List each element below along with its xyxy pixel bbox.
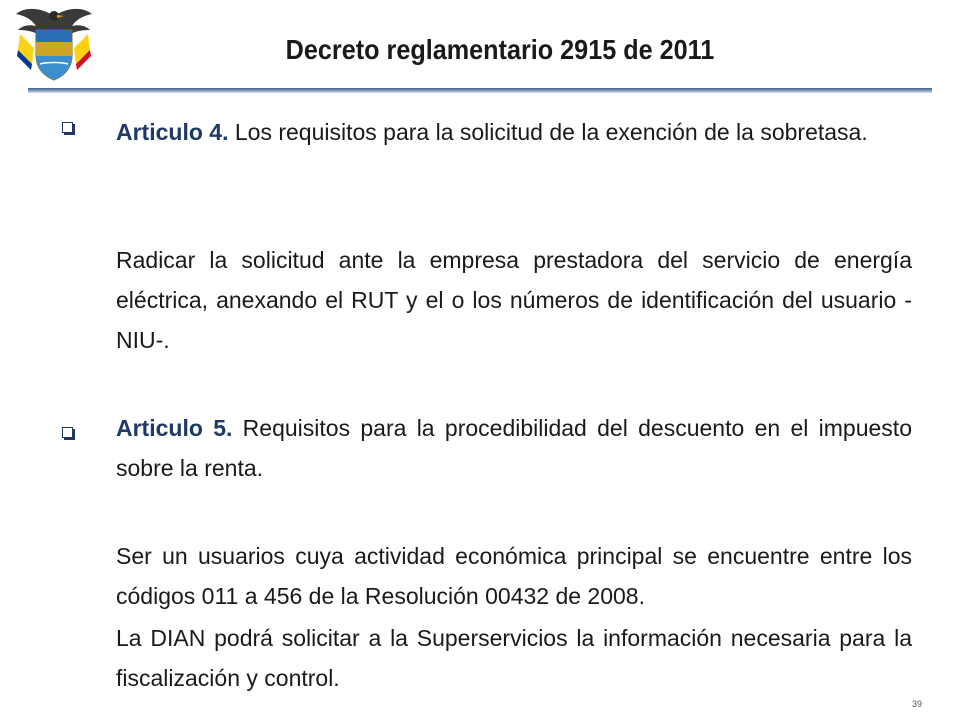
checkbox-bullet-icon: [62, 122, 73, 133]
article-label: Articulo 5.: [116, 415, 233, 441]
page-number: 39: [912, 699, 923, 709]
title-divider: [28, 88, 932, 93]
colombia-coat-of-arms-icon: [12, 4, 96, 84]
checkbox-bullet-icon: [62, 427, 73, 438]
article-5-paragraph: [116, 408, 912, 488]
article-text: Los requisitos para la solicitud de la exención de la sobretasa.: [228, 119, 868, 145]
article-4-requirement: Radicar la solicitud ante la empresa prestadora del servicio de energía eléctrica, anexando el RUT y el o los números de identificación del usuario -NIU-.: [116, 247, 912, 353]
article-4-paragraph: [116, 112, 912, 152]
article-label: Articulo 4.: [116, 119, 229, 145]
article-5-requirement: Ser un usuarios cuya actividad económica principal se encuentre entre los códigos 011 a 456 de la Resolución 00432 de 2008.: [116, 543, 912, 609]
slide-title: Decreto reglamentario 2915 de 2011: [285, 34, 715, 65]
article-text: Requisitos para la procedibilidad del descuento en el impuesto sobre la renta.: [116, 415, 912, 481]
article-5-dian-note: La DIAN podrá solicitar a la Superservicios la información necesaria para la fiscalización y control.: [116, 625, 912, 691]
